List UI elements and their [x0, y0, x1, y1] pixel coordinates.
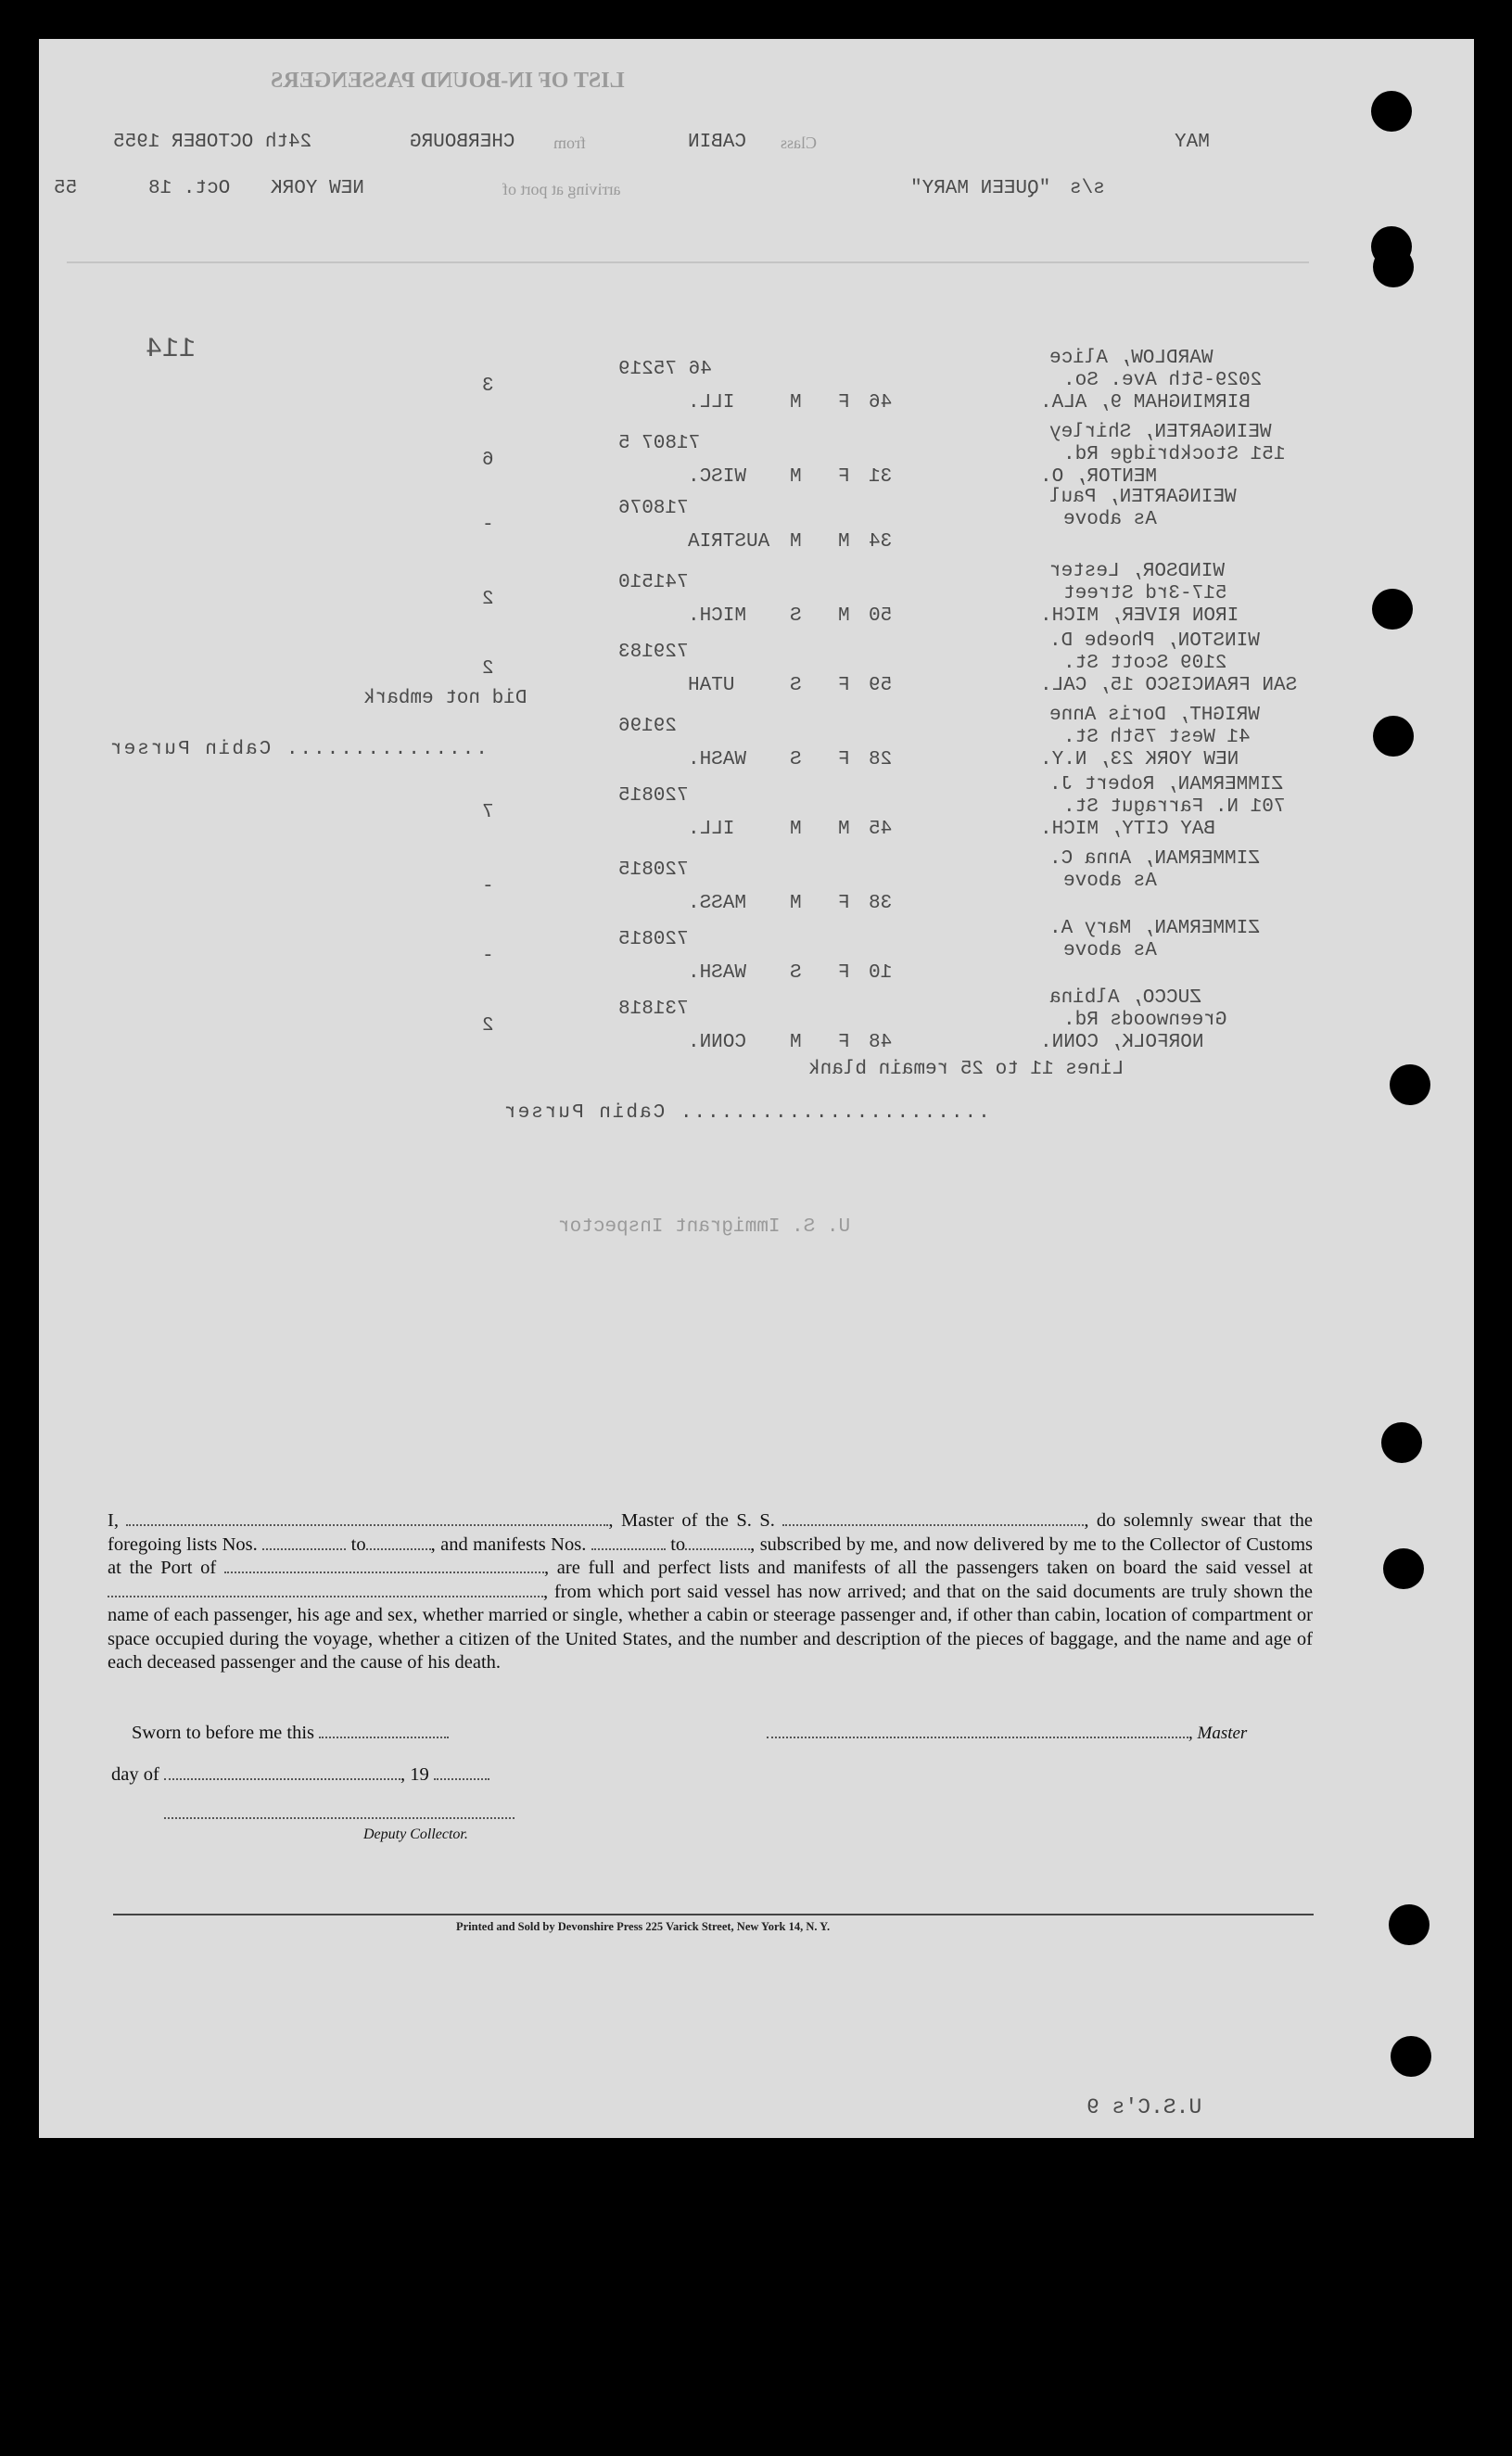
passenger-age: 45 — [869, 819, 893, 840]
passenger-state: MASS. — [688, 893, 747, 914]
passenger-state: CONN. — [688, 1032, 747, 1053]
passenger-age: 28 — [869, 749, 893, 770]
day-of-label: day of , 19 — [111, 1763, 489, 1786]
passenger-sex: F — [838, 1032, 850, 1053]
passenger-age: 46 — [869, 392, 893, 414]
passenger-address-1: 517-3rd Street — [1063, 583, 1227, 604]
passenger-name: WEINGARTEN, Paul — [1049, 487, 1237, 508]
passenger-state: WASH. — [688, 749, 747, 770]
passenger-name: ZUCCO, Albina — [1049, 987, 1201, 1009]
passenger-name: ZIMMERMAN, Robert J. — [1049, 774, 1284, 795]
passenger-bags: - — [482, 515, 494, 536]
passenger-sex: F — [838, 749, 850, 770]
passenger-status: S — [790, 675, 802, 696]
passenger-address-1: As above — [1063, 940, 1157, 961]
passenger-age: 59 — [869, 675, 893, 696]
passenger-status: S — [790, 962, 802, 984]
column-header-rule — [67, 261, 1309, 263]
passenger-number: 29196 — [618, 716, 678, 737]
sworn-label: Sworn to before me this — [132, 1722, 449, 1744]
arrival-year: 55 — [54, 178, 78, 199]
passenger-state: UTAH — [688, 675, 735, 696]
passenger-state: ILL. — [688, 392, 735, 414]
passenger-age: 34 — [869, 531, 893, 553]
punch-hole — [1391, 2036, 1431, 2077]
ship-prefix: s/s — [1070, 178, 1105, 199]
passenger-number: 720815 — [618, 785, 689, 807]
passenger-state: ILL. — [688, 819, 735, 840]
passenger-status: M — [790, 531, 802, 553]
punch-hole — [1383, 1548, 1424, 1589]
deputy-line — [164, 1817, 515, 1819]
passenger-name: WINDSOR, Lester — [1049, 561, 1226, 582]
inspector-note: U. S. Immigrant Inspector — [558, 1216, 851, 1238]
port-from: CHERBOURG — [410, 132, 515, 153]
passenger-address-2: MENTOR, O. — [1040, 466, 1158, 488]
passenger-number: 741510 — [618, 572, 689, 593]
passenger-sex: F — [838, 962, 850, 984]
passenger-name: WARDLOW, Alice — [1049, 348, 1213, 369]
passenger-sex: M — [838, 531, 850, 553]
passenger-number: 71807 5 — [618, 433, 701, 454]
passenger-sex: F — [838, 893, 850, 914]
form-number: U.S.C's 9 — [1086, 2095, 1202, 2119]
passenger-number: 46 75219 — [618, 359, 712, 380]
punch-hole — [1390, 1064, 1430, 1105]
master-signature-line: , Master — [767, 1722, 1247, 1744]
passenger-bags: 6 — [482, 450, 494, 471]
passenger-address-2: BAY CITY, MICH. — [1040, 819, 1216, 840]
passenger-address-1: As above — [1063, 871, 1157, 892]
passenger-bags: 2 — [482, 589, 494, 610]
passenger-number: 718076 — [618, 498, 689, 519]
lines-blank-note: Lines 11 to 25 remain blank — [808, 1059, 1124, 1080]
printer-credit: Printed and Sold by Devonshire Press 225 Varick Street, New York 14, N. Y. — [456, 1920, 831, 1933]
passenger-sex: F — [838, 392, 850, 414]
passenger-name: ZIMMERMAN, Anna C. — [1049, 848, 1260, 870]
deputy-label: Deputy Collector. — [363, 1826, 468, 1842]
list-title: LIST OF IN-BOUND PASSENGERS — [271, 69, 625, 93]
passenger-bags: 3 — [482, 375, 494, 397]
passenger-address-1: 701 N. Farragut St. — [1063, 796, 1286, 818]
punch-hole — [1381, 1422, 1422, 1463]
list-number: 114 — [146, 334, 197, 365]
cabin-purser-signature-2: ....................... Cabin Purser — [502, 1102, 990, 1124]
passenger-state: AUSTRIA — [688, 531, 770, 553]
oath-paragraph: I, , Master of the S. S. , do solemnly swear that the foregoing lists Nos. to , and manifests Nos. to , subscribed by me, and now delivered by me to the Collector of Customs at the Port of , are full and perfect lists and manifests of all the passengers taken on board the said vessel at , from which port said vessel has now arrived; and that on the said documents are truly shown the name of each passenger, his age and sex, whether married or single, whether a cabin or steerage passenger and, if other than cabin, location of compartment or space occupied during the voyage, whether a citizen of the United States, and the number and description of the pieces of baggage, and the name and age of each deceased passenger and the cause of his death. — [108, 1510, 1314, 1673]
arrival-date: Oct. 18 — [148, 178, 231, 199]
passenger-address-1: Greenwoods Rd. — [1063, 1010, 1227, 1031]
passenger-name: WEINGARTEN, Shirley — [1049, 422, 1272, 443]
passenger-status: S — [790, 749, 802, 770]
passenger-address-2: NEW YORK 23, N.Y. — [1040, 749, 1239, 770]
sailing-date: 24th OCTOBER 1955 — [113, 132, 312, 153]
passenger-address-1: As above — [1063, 509, 1157, 530]
passenger-bags: - — [482, 946, 494, 967]
passenger-number: 720815 — [618, 929, 689, 950]
punch-hole — [1389, 1904, 1429, 1945]
passenger-number: 720815 — [618, 859, 689, 881]
passenger-name: ZIMMERMAN, Mary A. — [1049, 918, 1260, 939]
passenger-sex: M — [838, 819, 850, 840]
passenger-bags: - — [482, 876, 494, 897]
passenger-sex: F — [838, 466, 850, 488]
label-class: Class — [781, 134, 818, 152]
passenger-state: WASH. — [688, 962, 747, 984]
passenger-address-2: BIRMINGHAM 9, ALA. — [1040, 392, 1251, 414]
arrival-port: NEW YORK — [271, 178, 364, 199]
passenger-number: 731818 — [618, 999, 689, 1020]
ship-name: "QUEEN MARY" — [910, 178, 1051, 199]
passenger-status: M — [790, 893, 802, 914]
passenger-address-2: SAN FRANCISCO 15, CAL. — [1040, 675, 1298, 696]
passenger-age: 10 — [869, 962, 893, 984]
punch-hole — [1372, 589, 1413, 630]
cabin-class: CABIN — [688, 132, 747, 153]
footer-rule — [113, 1914, 1314, 1915]
passenger-address-1: 2029-5th Ave. So. — [1063, 370, 1263, 391]
passenger-bags: 2 — [482, 658, 494, 680]
passenger-name: WINSTON, Phoebe D. — [1049, 630, 1260, 652]
passenger-state: MICH. — [688, 605, 747, 627]
label-from: from — [553, 134, 586, 152]
passenger-address-1: 41 West 75th St. — [1063, 727, 1251, 748]
passenger-address-2: IRON RIVER, MICH. — [1040, 605, 1239, 627]
passenger-age: 50 — [869, 605, 893, 627]
passenger-bags: 7 — [482, 802, 494, 823]
passenger-status: S — [790, 605, 802, 627]
passenger-status: M — [790, 819, 802, 840]
manifest-sheet — [39, 39, 1474, 2138]
passenger-number: 729183 — [618, 642, 689, 663]
did-not-embark: Did not embark — [363, 688, 527, 709]
passenger-sex: M — [838, 605, 850, 627]
passenger-sex: F — [838, 675, 850, 696]
corner-mark: MAY — [1175, 132, 1210, 153]
punch-hole — [1373, 247, 1414, 287]
passenger-address-1: 151 Stockbridge Rd. — [1063, 444, 1286, 465]
passenger-state: WISC. — [688, 466, 747, 488]
passenger-age: 48 — [869, 1032, 893, 1053]
passenger-status: M — [790, 1032, 802, 1053]
passenger-bags: 2 — [482, 1015, 494, 1037]
passenger-status: M — [790, 392, 802, 414]
punch-hole — [1373, 716, 1414, 757]
passenger-age: 31 — [869, 466, 893, 488]
passenger-name: WRIGHT, Doris Anne — [1049, 705, 1260, 726]
passenger-address-2: NORFOLK, CONN. — [1040, 1032, 1204, 1053]
punch-hole — [1371, 91, 1412, 132]
cabin-purser-signature-1: ............... Cabin Purser — [108, 739, 488, 760]
passenger-status: M — [790, 466, 802, 488]
label-arriving: arriving at port of — [502, 180, 621, 198]
passenger-address-1: 2109 Scott St. — [1063, 653, 1227, 674]
passenger-age: 38 — [869, 893, 893, 914]
